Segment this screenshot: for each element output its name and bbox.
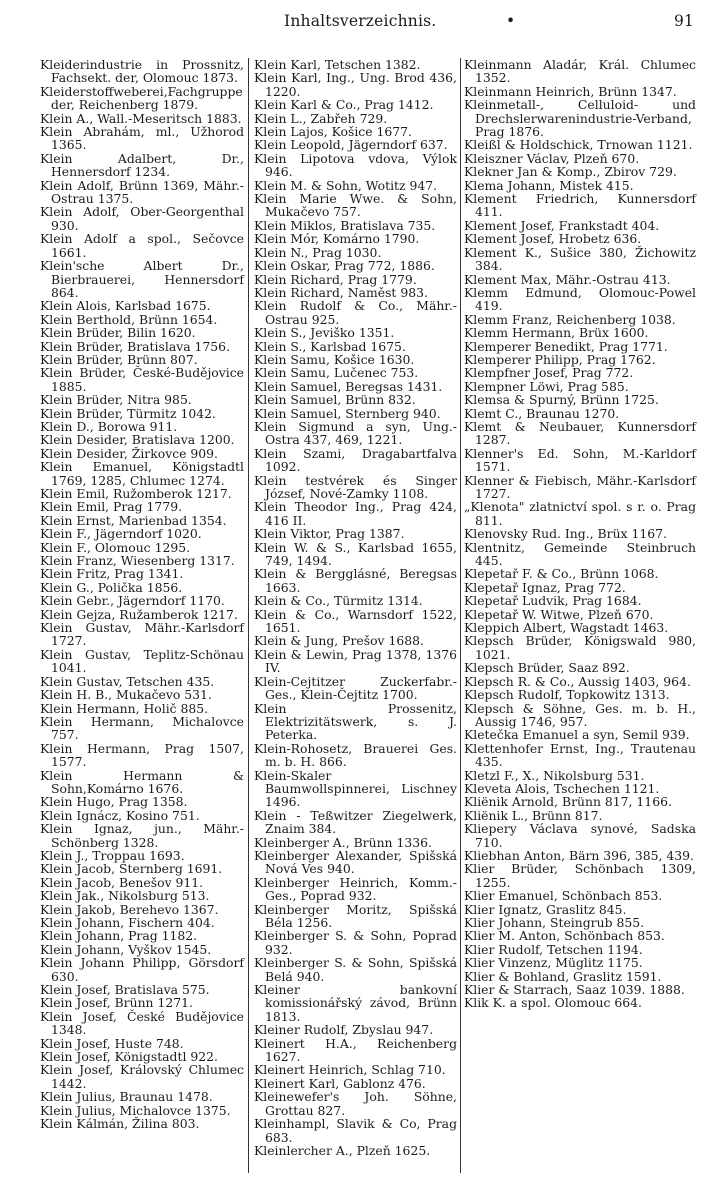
page-number: 91 bbox=[674, 12, 694, 30]
index-entry: Klein Leopold, Jägerndorf 637. bbox=[254, 137, 448, 153]
index-entry: Kleißl & Holdschick, Trnowan 1121. bbox=[464, 137, 693, 153]
index-entry: Klement Max, Mähr.-Ostrau 413. bbox=[464, 271, 671, 287]
index-entry: Klier Brüder, Schönbach 1309, 1255. bbox=[464, 861, 696, 890]
index-entry: Klein Desider, Bratislava 1200. bbox=[40, 432, 235, 448]
index-entry: Klein Oskar, Prag 772, 1886. bbox=[254, 258, 435, 274]
index-entry: Klein Jacob, Benešov 911. bbox=[40, 874, 204, 890]
index-entry: Klein Emil, Prag 1779. bbox=[40, 499, 183, 515]
index-entry: Klein Brüder, Türmitz 1042. bbox=[40, 405, 216, 421]
index-entry: Klempfner Josef, Prag 772. bbox=[464, 365, 634, 381]
index-entry: Kletečka Emanuel a syn, Semil 939. bbox=[464, 727, 690, 743]
index-entry: Klemt C., Braunau 1270. bbox=[464, 405, 620, 421]
index-entry: Klein Berthold, Brünn 1654. bbox=[40, 311, 218, 327]
running-title: Inhaltsverzeichnis. bbox=[284, 12, 437, 30]
index-entry: Klein A., Wall.-Meseritsch 1883. bbox=[40, 110, 242, 126]
index-entry: Klein Adolf a spol., Sečovce 1661. bbox=[40, 231, 244, 260]
index-entry: Klein Josef, Brünn 1271. bbox=[40, 995, 193, 1011]
index-entry: Klein Adolf, Ober-Georgenthal 930. bbox=[40, 204, 244, 233]
index-entry: Klein Desider, Žirkovce 909. bbox=[40, 445, 218, 461]
index-entry: Kleinberger Moritz, Spišská Béla 1256. bbox=[254, 901, 457, 930]
index-entry: Klein Prossenitz, Elektrizitätswerk, s. J. Peterka. bbox=[254, 700, 457, 743]
index-entry: Klein & Co., Warnsdorf 1522, 1651. bbox=[254, 606, 457, 636]
index-entry: Klein & Bergglásné, Beregsas 1663. bbox=[254, 566, 457, 595]
index-entry: Klein Josef, Huste 748. bbox=[40, 1035, 184, 1051]
index-entry: Klein Marie Wwe. & Sohn, Mukačevo 757. bbox=[254, 191, 457, 220]
index-entry: Klier & Bohland, Graslitz 1591. bbox=[464, 968, 662, 984]
index-entry: Klein Theodor Ing., Prag 424, 416 II. bbox=[254, 499, 457, 528]
index-entry: Klein Kálmán, Žilina 803. bbox=[40, 1116, 200, 1132]
index-entry: Klein Adalbert, Dr., Hennersdorf 1234. bbox=[40, 150, 244, 180]
index-entry: Klein Brüder, Brünn 807. bbox=[40, 351, 198, 367]
index-column-1 bbox=[40, 58, 244, 1131]
index-entry: Klein Gejza, Ružamberok 1217. bbox=[40, 606, 238, 622]
index-entry: Klepetař F. & Co., Brünn 1068. bbox=[464, 566, 659, 582]
index-entry: Klein Gustav, Mähr.-Karlsdorf 1727. bbox=[40, 620, 244, 649]
index-entry: Klein Jak., Nikolsburg 513. bbox=[40, 888, 210, 904]
index-entry: Kleinert Karl, Gablonz 476. bbox=[254, 1075, 426, 1091]
index-entry: Klemperer Benedikt, Prag 1771. bbox=[464, 338, 668, 354]
index-entry: Kleinberger Heinrich, Komm.-Ges., Poprad 932. bbox=[254, 874, 457, 904]
index-entry: Klein Samu, Košice 1630. bbox=[254, 351, 415, 367]
index-entry: Klettenhofer Ernst, Ing., Trautenau 435. bbox=[464, 740, 696, 770]
index-entry: Klier Vinzenz, Müglitz 1175. bbox=[464, 955, 643, 971]
column-rule-right bbox=[460, 58, 461, 1173]
index-entry: Klepsch R. & Co., Aussig 1403, 964. bbox=[464, 673, 691, 689]
index-entry: Klein Szami, Dragabartfalva 1092. bbox=[254, 445, 457, 475]
index-entry: Kleinmann Heinrich, Brünn 1347. bbox=[464, 83, 677, 99]
column-rule-left bbox=[248, 58, 249, 1173]
index-entry: Klepsch Rudolf, Topkowitz 1313. bbox=[464, 687, 670, 703]
index-entry: Klein Josef, Königstadtl 922. bbox=[40, 1049, 218, 1065]
index-entry: Klein M. & Sohn, Wotitz 947. bbox=[254, 177, 438, 193]
index-entry: Klein & Jung, Prešov 1688. bbox=[254, 633, 424, 649]
index-entry: „Klenota" zlatnictví spol. s r. o. Prag 811. bbox=[464, 499, 696, 528]
index-entry: Klein testvérek és Singer József, Nové-Zamky 1108. bbox=[254, 472, 457, 501]
index-entry: Klein - Teßwitzer Ziegelwerk, Znaim 384. bbox=[254, 807, 457, 837]
header-mark: • bbox=[506, 12, 516, 30]
index-entry: Klein Sigmund a syn, Ung.-Ostra 437, 469, 1221. bbox=[254, 418, 457, 448]
index-entry: Klein Jakob, Berehevo 1367. bbox=[40, 901, 219, 917]
index-entry: Klein Gustav, Tetschen 435. bbox=[40, 673, 215, 689]
index-entry: Kleinewefer's Joh. Söhne, Grottau 827. bbox=[254, 1089, 457, 1118]
index-entry: Klein Emanuel, Königstadtl 1769, 1285, Chlumec 1274. bbox=[40, 459, 244, 488]
index-entry: Klein Fritz, Prag 1341. bbox=[40, 566, 184, 582]
index-entry: Klein Jacob, Sternberg 1691. bbox=[40, 861, 223, 877]
index-entry: Klier Rudolf, Tetschen 1194. bbox=[464, 941, 643, 957]
index-entry: Klein F., Olomouc 1295. bbox=[40, 539, 191, 555]
index-entry: Kleinmann Aladár, Král. Chlumec 1352. bbox=[464, 57, 696, 86]
index-entry: Klement Josef, Frankstadt 404. bbox=[464, 217, 660, 233]
index-entry: Kleveta Alois, Tschechen 1121. bbox=[464, 780, 660, 796]
index-entry: Kleinberger A., Brünn 1336. bbox=[254, 834, 432, 850]
index-entry: Klein J., Troppau 1693. bbox=[40, 847, 185, 863]
index-entry: Klein'sche Albert Dr., Bierbrauerei, Hennersdorf 864. bbox=[40, 258, 244, 300]
index-entry: Klein F., Jägerndorf 1020. bbox=[40, 526, 202, 542]
index-entry: Klein Richard, Naměst 983. bbox=[254, 284, 428, 300]
index-entry: Klein & Lewin, Prag 1378, 1376 IV. bbox=[254, 646, 457, 676]
index-entry: Kleppich Albert, Wagstadt 1463. bbox=[464, 620, 669, 636]
index-entry: Klein Josef, Královský Chlumec 1442. bbox=[40, 1062, 244, 1091]
index-entry: Kleinberger S. & Sohn, Poprad 932. bbox=[254, 928, 457, 957]
index-entry: Klein Gustav, Teplitz-Schönau 1041. bbox=[40, 646, 244, 676]
index-entry: Klein Brüder, Bilin 1620. bbox=[40, 325, 196, 341]
index-entry: Kleinhampl, Slavik & Co, Prag 683. bbox=[254, 1116, 457, 1145]
index-entry: Klein Ignaz, jun., Mähr.-Schönberg 1328. bbox=[40, 821, 244, 850]
index-entry: Klein Viktor, Prag 1387. bbox=[254, 526, 405, 542]
index-entry: Klepsch & Söhne, Ges. m. b. H., Aussig 1746, 957. bbox=[464, 700, 696, 729]
index-entry: Klemm Franz, Reichenberg 1038. bbox=[464, 311, 676, 327]
index-entry: Klepsch Brüder, Königswald 980, 1021. bbox=[464, 633, 696, 662]
index-entry: Kleinmetall-, Celluloid- und Drechslerwarenindustrie-Verband, Prag 1876. bbox=[464, 97, 696, 140]
index-entry: Klier Emanuel, Schönbach 853. bbox=[464, 888, 663, 904]
index-entry: Kleiszner Václav, Plzeň 670. bbox=[464, 150, 640, 166]
index-entry: Klein Miklos, Bratislava 735. bbox=[254, 217, 436, 233]
index-entry: Klenner's Ed. Sohn, M.-Karldorf 1571. bbox=[464, 445, 696, 475]
index-entry: Klein N., Prag 1030. bbox=[254, 244, 382, 260]
index-entry: Kletzl F., X., Nikolsburg 531. bbox=[464, 767, 645, 783]
index-entry: Kleiderstoffweberei,Fachgruppe der, Reichenberg 1879. bbox=[40, 83, 243, 113]
index-entry: Klein Mór, Komárno 1790. bbox=[254, 231, 420, 247]
index-entry: Klein Gebr., Jägerndorf 1170. bbox=[40, 593, 225, 609]
index-entry: Klein Julius, Braunau 1478. bbox=[40, 1089, 213, 1105]
index-entry: Klein Hermann, Michalovce 757. bbox=[40, 713, 244, 743]
index-entry: Kliepery Václava synové, Sadska 710. bbox=[464, 821, 696, 850]
index-entry: Klein Karl, Ing., Ung. Brod 436, 1220. bbox=[254, 70, 457, 99]
index-entry: Kleiner bankovní komissionářský závod, Brünn 1813. bbox=[254, 982, 457, 1024]
index-entry: Klein Karl & Co., Prag 1412. bbox=[254, 97, 434, 113]
page-header bbox=[0, 12, 705, 34]
index-entry: Klier Ignatz, Graslitz 845. bbox=[464, 901, 627, 917]
index-entry: Klein G., Polička 1856. bbox=[40, 579, 183, 595]
index-entry: Klein-Rohosetz, Brauerei Ges. m. b. H. 866. bbox=[254, 740, 457, 770]
index-entry: Kleiderindustrie in Prossnitz, Fachsekt. der, Olomouc 1873. bbox=[40, 57, 244, 86]
index-entry: Klein Johann Philipp, Görsdorf 630. bbox=[40, 955, 244, 984]
index-entry: Klein Adolf, Brünn 1369, Mähr.-Ostrau 1375. bbox=[40, 177, 244, 207]
index-entry: Klein Samu, Lučenec 753. bbox=[254, 365, 419, 381]
index-entry: Klekner Jan & Komp., Zbirov 729. bbox=[464, 164, 677, 180]
index-entry: Klein Johann, Prag 1182. bbox=[40, 928, 198, 944]
index-entry: Klein Abrahám, ml., Užhorod 1365. bbox=[40, 124, 244, 153]
index-entry: Klement K., Sušice 380, Žichowitz 384. bbox=[464, 244, 696, 274]
index-entry: Klein Hugo, Prag 1358. bbox=[40, 794, 188, 810]
index-entry: Klepetař W. Witwe, Plzeň 670. bbox=[464, 606, 654, 622]
index-entry: Klein D., Borowa 911. bbox=[40, 418, 178, 434]
index-entry: Klein Lajos, Košice 1677. bbox=[254, 124, 412, 140]
index-entry: Klein Josef, České Budějovice 1348. bbox=[40, 1008, 244, 1038]
index-entry: Klein Brüder, České-Budějovice 1885. bbox=[40, 365, 244, 394]
index-entry: Klein Lipotova vdova, Výlok 946. bbox=[254, 150, 457, 180]
index-entry: Klein Brüder, Bratislava 1756. bbox=[40, 338, 231, 354]
index-entry: Klein-Skaler Baumwollspinnerei, Lischney 1496. bbox=[254, 767, 457, 810]
index-entry: Klein Johann, Fischern 404. bbox=[40, 915, 215, 930]
index-entry: Kliënik Arnold, Brünn 817, 1166. bbox=[464, 794, 672, 810]
index-entry: Kleinberger S. & Sohn, Spišská Belá 940. bbox=[254, 955, 457, 984]
index-entry: Klein & Co., Türmitz 1314. bbox=[254, 593, 423, 609]
index-entry: Klein Karl, Tetschen 1382. bbox=[254, 57, 421, 72]
index-entry: Klepetař Ludvik, Prag 1684. bbox=[464, 593, 642, 609]
index-entry: Klein Ignácz, Kosino 751. bbox=[40, 807, 200, 823]
index-entry: Klik K. a spol. Olomouc 664. bbox=[464, 995, 642, 1011]
index-entry: Klein Ernst, Marienbad 1354. bbox=[40, 512, 227, 528]
index-entry: Klein L., Zabřeh 729. bbox=[254, 110, 388, 126]
index-entry: Klenner & Fiebisch, Mähr.-Karlsdorf 1727. bbox=[464, 472, 696, 501]
index-entry: Klein Hermann, Prag 1507, 1577. bbox=[40, 740, 244, 770]
index-entry: Klein Hermann, Holič 885. bbox=[40, 700, 209, 716]
index-entry: Klempner Löwi, Prag 585. bbox=[464, 378, 629, 394]
index-entry: Klema Johann, Mistek 415. bbox=[464, 177, 634, 193]
index-entry: Klentnitz, Gemeinde Steinbruch 445. bbox=[464, 539, 696, 569]
index-entry: Klemperer Philipp, Prag 1762. bbox=[464, 351, 656, 367]
index-entry: Klier & Starrach, Saaz 1039. 1888. bbox=[464, 982, 685, 998]
index-entry: Kleinert H.A., Reichenberg 1627. bbox=[254, 1035, 457, 1065]
index-entry: Klemm Edmund, Olomouc-Powel 419. bbox=[464, 284, 696, 314]
index-entry: Klein Samuel, Sternberg 940. bbox=[254, 405, 441, 421]
index-column-2 bbox=[254, 58, 457, 1157]
index-entry: Klein Hermann & Sohn,Komárno 1676. bbox=[40, 767, 244, 796]
index-entry: Kleinberger Alexander, Spišská Nová Ves 940. bbox=[254, 847, 457, 877]
index-column-3 bbox=[464, 58, 696, 1010]
index-entry: Klein Alois, Karlsbad 1675. bbox=[40, 298, 211, 314]
index-entry: Kliebhan Anton, Bärn 396, 385, 439. bbox=[464, 847, 694, 863]
index-entry: Klein Samuel, Beregsas 1431. bbox=[254, 378, 443, 394]
index-entry: Klein Rudolf & Co., Mähr.-Ostrau 925. bbox=[254, 298, 457, 327]
index-entry: Klein Johann, Vyškov 1545. bbox=[40, 941, 212, 957]
index-entry: Klement Josef, Hrobetz 636. bbox=[464, 231, 642, 247]
index-entry: Klemm Hermann, Brüx 1600. bbox=[464, 325, 649, 341]
index-entry: Klein S., Karlsbad 1675. bbox=[254, 338, 406, 354]
index-entry: Klement Friedrich, Kunnersdorf 411. bbox=[464, 191, 696, 220]
index-entry: Klein S., Jeviško 1351. bbox=[254, 325, 395, 341]
index-entry: Klein Richard, Prag 1779. bbox=[254, 271, 417, 287]
index-entry: Klein Brüder, Nitra 985. bbox=[40, 392, 192, 408]
index-entry: Klepsch Brüder, Saaz 892. bbox=[464, 660, 630, 676]
index-entry: Klein Josef, Bratislava 575. bbox=[40, 982, 210, 998]
index-entry: Klenovsky Rud. Ing., Brüx 1167. bbox=[464, 526, 667, 542]
index-entry: Klein Emil, Ružomberok 1217. bbox=[40, 486, 232, 501]
index-entry: Klemsa & Spurný, Brünn 1725. bbox=[464, 392, 659, 408]
index-entry: Klein Franz, Wiesenberg 1317. bbox=[40, 553, 235, 569]
index-entry: Klein Samuel, Brünn 832. bbox=[254, 392, 416, 408]
index-entry: Klein H. B., Mukačevo 531. bbox=[40, 687, 212, 703]
index-entry: Klemt & Neubauer, Kunnersdorf 1287. bbox=[464, 418, 696, 448]
index-entry: Klein Julius, Michalovce 1375. bbox=[40, 1102, 231, 1118]
index-entry: Klier M. Anton, Schönbach 853. bbox=[464, 928, 665, 944]
index-entry: Kleiner Rudolf, Zbyslau 947. bbox=[254, 1022, 434, 1038]
index-entry: Klein W. & S., Karlsbad 1655, 749, 1494. bbox=[254, 539, 457, 569]
index-entry: Kleinlercher A., Plzeň 1625. bbox=[254, 1142, 431, 1158]
index-entry: Klein-Cejtitzer Zuckerfabr.-Ges., Klein-Čejtitz 1700. bbox=[254, 673, 457, 703]
index-entry: Klier Johann, Steingrub 855. bbox=[464, 915, 645, 930]
index-entry: Klepetař Ignaz, Prag 772. bbox=[464, 579, 626, 595]
index-entry: Kleinert Heinrich, Schlag 710. bbox=[254, 1062, 446, 1078]
index-entry: Kliënik L., Brünn 817. bbox=[464, 807, 603, 823]
